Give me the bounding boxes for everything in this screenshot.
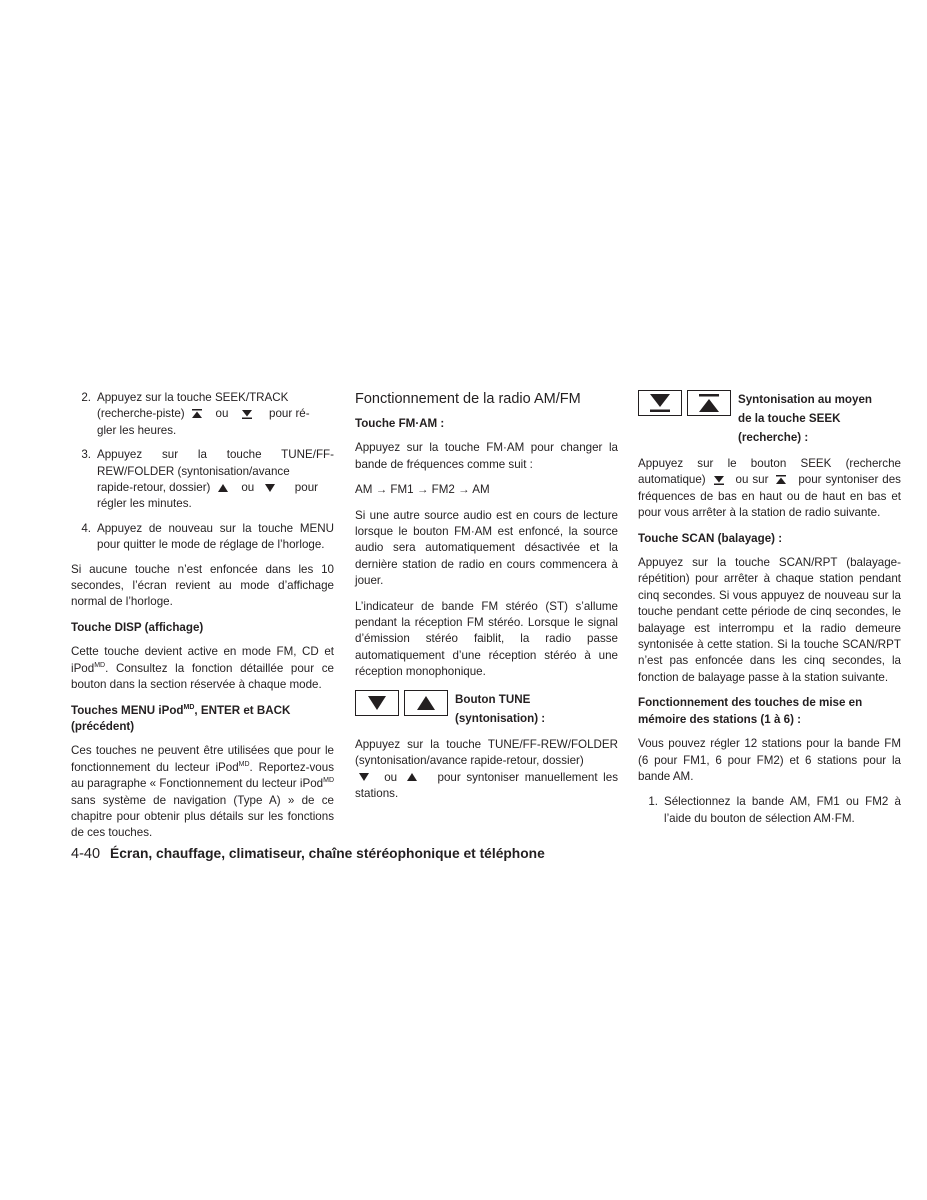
text: régler les minutes. [97, 497, 192, 511]
paragraph-tune [355, 737, 618, 803]
tune-up-icon [218, 483, 228, 493]
text: , ENTER et BACK (précédent) [71, 703, 291, 733]
list-item-3 [71, 447, 334, 513]
tune-up-icon [407, 772, 417, 782]
tune-button-row [355, 690, 618, 728]
paragraph: Vous pouvez régler 12 stations pour la bande FM (6 pour FM1, 6 pour FM2) et 6 stations pour la bande AM. [638, 737, 901, 783]
paragraph: AM → FM1 → FM2 → AM [355, 483, 490, 497]
paragraph-menu [71, 743, 334, 841]
seek-label [738, 390, 872, 447]
list-number: 1. [648, 795, 658, 809]
column-right [638, 390, 901, 835]
page-footer [71, 846, 545, 862]
tune-up-button-icon [404, 690, 448, 716]
paragraph: Appuyez sur la touche FM·AM pour changer la bande de fréquences comme suit : [355, 441, 618, 471]
paragraph: Appuyez sur la touche SCAN/RPT (balayage-répétition) pour arrêter à chaque station pendant cinq secondes. Si vous appuyez de nouveau sur la touche pendant cette période de cinq secondes, le balayage est interrompu et la radio demeure syntonisée à cette station. Si la touche SCAN/RPT n’est pas enfoncée dans les cinq secondes, la fonction de balayage passe à la station suivante. [638, 556, 901, 684]
seek-up-icon [776, 475, 786, 485]
text: . Consultez la fonction détaillée pour ce bouton dans la section réservée à chaque mode. [71, 661, 334, 692]
text: gler les heures. [97, 423, 177, 437]
text: Appuyez sur la touche TUNE/FF-REW/FOLDER (syntonisation/avance rapide-retour, dossier) [355, 737, 618, 768]
text: ou [384, 770, 398, 784]
text: sans système de navigation (Type A) » de ce chapitre pour obtenir plus détails sur les fonctions de ces touches. [71, 793, 334, 840]
heading-fmam: Touche FM·AM : [355, 417, 445, 430]
text: (recherche) : [738, 431, 809, 444]
seek-up-icon [192, 409, 202, 419]
page-number: 4-40 [71, 846, 101, 862]
text: pour [294, 481, 319, 495]
list-item-1 [638, 794, 901, 827]
text: ou sur [735, 473, 769, 487]
seek-up-button-icon [687, 390, 731, 416]
paragraph: Si une autre source audio est en cours de lecture lorsque le bouton FM·AM est enfoncé, la source audio sera automatiquement désactivée et la dernière station de radio en cours commencera à jouer. [355, 508, 618, 588]
text: Ces touches ne peuvent être utilisées que pour le fonctionnement du lecteur iPod [71, 744, 334, 774]
text: ou [215, 407, 229, 421]
paragraph-disp [71, 644, 334, 693]
text: . Reportez-vous au paragraphe « Fonctionnement du lecteur iPod [71, 760, 334, 791]
list-item-2 [71, 390, 334, 439]
text: ou [241, 481, 255, 495]
seek-down-button-icon [638, 390, 682, 416]
text: Bouton TUNE [455, 692, 531, 706]
heading-memory: Fonctionnement des touches de mise en mémoire des stations (1 à 6) : [638, 696, 863, 726]
paragraph: Si aucune touche n’est enfoncée dans les 10 secondes, l’écran revient au mode d’affichage normal de l’horloge. [71, 562, 334, 609]
list-text: Appuyez de nouveau sur la touche MENU pour quitter le mode de réglage de l’horloge. [97, 521, 334, 552]
tune-label [455, 690, 545, 728]
heading-scan: Touche SCAN (balayage) : [638, 531, 783, 545]
heading-disp: Touche DISP (affichage) [71, 620, 204, 634]
chapter-title: Écran, chauffage, climatiseur, chaîne stéréophonique et téléphone [110, 846, 545, 861]
tune-down-icon [359, 772, 369, 782]
text: Touches MENU iPod [71, 703, 184, 717]
list-text: Sélectionnez la bande AM, FM1 ou FM2 à l’aide du bouton de sélection AM·FM. [664, 795, 901, 825]
text: (syntonisation) : [455, 711, 546, 725]
text: Appuyez sur la touche TUNE/FF-REW/FOLDER (syntonisation/avance [97, 448, 334, 478]
list-text [97, 390, 334, 439]
tune-down-icon [265, 483, 275, 493]
seek-button-row [638, 390, 901, 447]
heading-menu [71, 703, 334, 736]
tune-down-button-icon [355, 690, 399, 716]
list-number: 4. [81, 521, 91, 535]
text: pour syntoniser manuellement les stations. [355, 770, 618, 800]
text: Cette touche devient active en mode FM, CD et iPod [71, 645, 334, 675]
column-left [71, 390, 334, 851]
list-number: 3. [81, 448, 91, 462]
list-number: 2. [81, 391, 91, 404]
text: Syntonisation au moyen [738, 393, 872, 406]
text: pour ré- [269, 407, 310, 421]
list-item-4 [71, 521, 334, 554]
paragraph-seek [638, 456, 901, 522]
seek-down-icon [242, 409, 252, 419]
superscript: MD [94, 661, 106, 669]
text: (recherche-piste) [97, 407, 185, 421]
paragraph: L’indicateur de bande FM stéréo (ST) s’allume pendant la réception FM stéréo. Lorsque le signal d’émission stéréo faiblit, la radio passe automatiquement d’une réception stéréo à une réception monophonique. [355, 599, 618, 679]
superscript: MD [183, 703, 195, 711]
superscript: MD [238, 760, 250, 768]
section-title: Fonctionnement de la radio AM/FM [355, 391, 581, 407]
text: rapide-retour, dossier) [97, 481, 211, 495]
text: de la touche SEEK [738, 412, 841, 425]
text: Appuyez sur le bouton SEEK (recherche automatique) [638, 457, 901, 487]
column-middle [355, 390, 618, 811]
seek-down-icon [714, 475, 724, 485]
text: Appuyez sur la touche SEEK/TRACK [97, 391, 289, 404]
list-text [97, 447, 334, 513]
superscript: MD [323, 777, 334, 785]
text: pour syntoniser des fréquences de bas en haut ou de haut en bas et pour vous arrêter à la station de radio suivante. [638, 473, 901, 520]
